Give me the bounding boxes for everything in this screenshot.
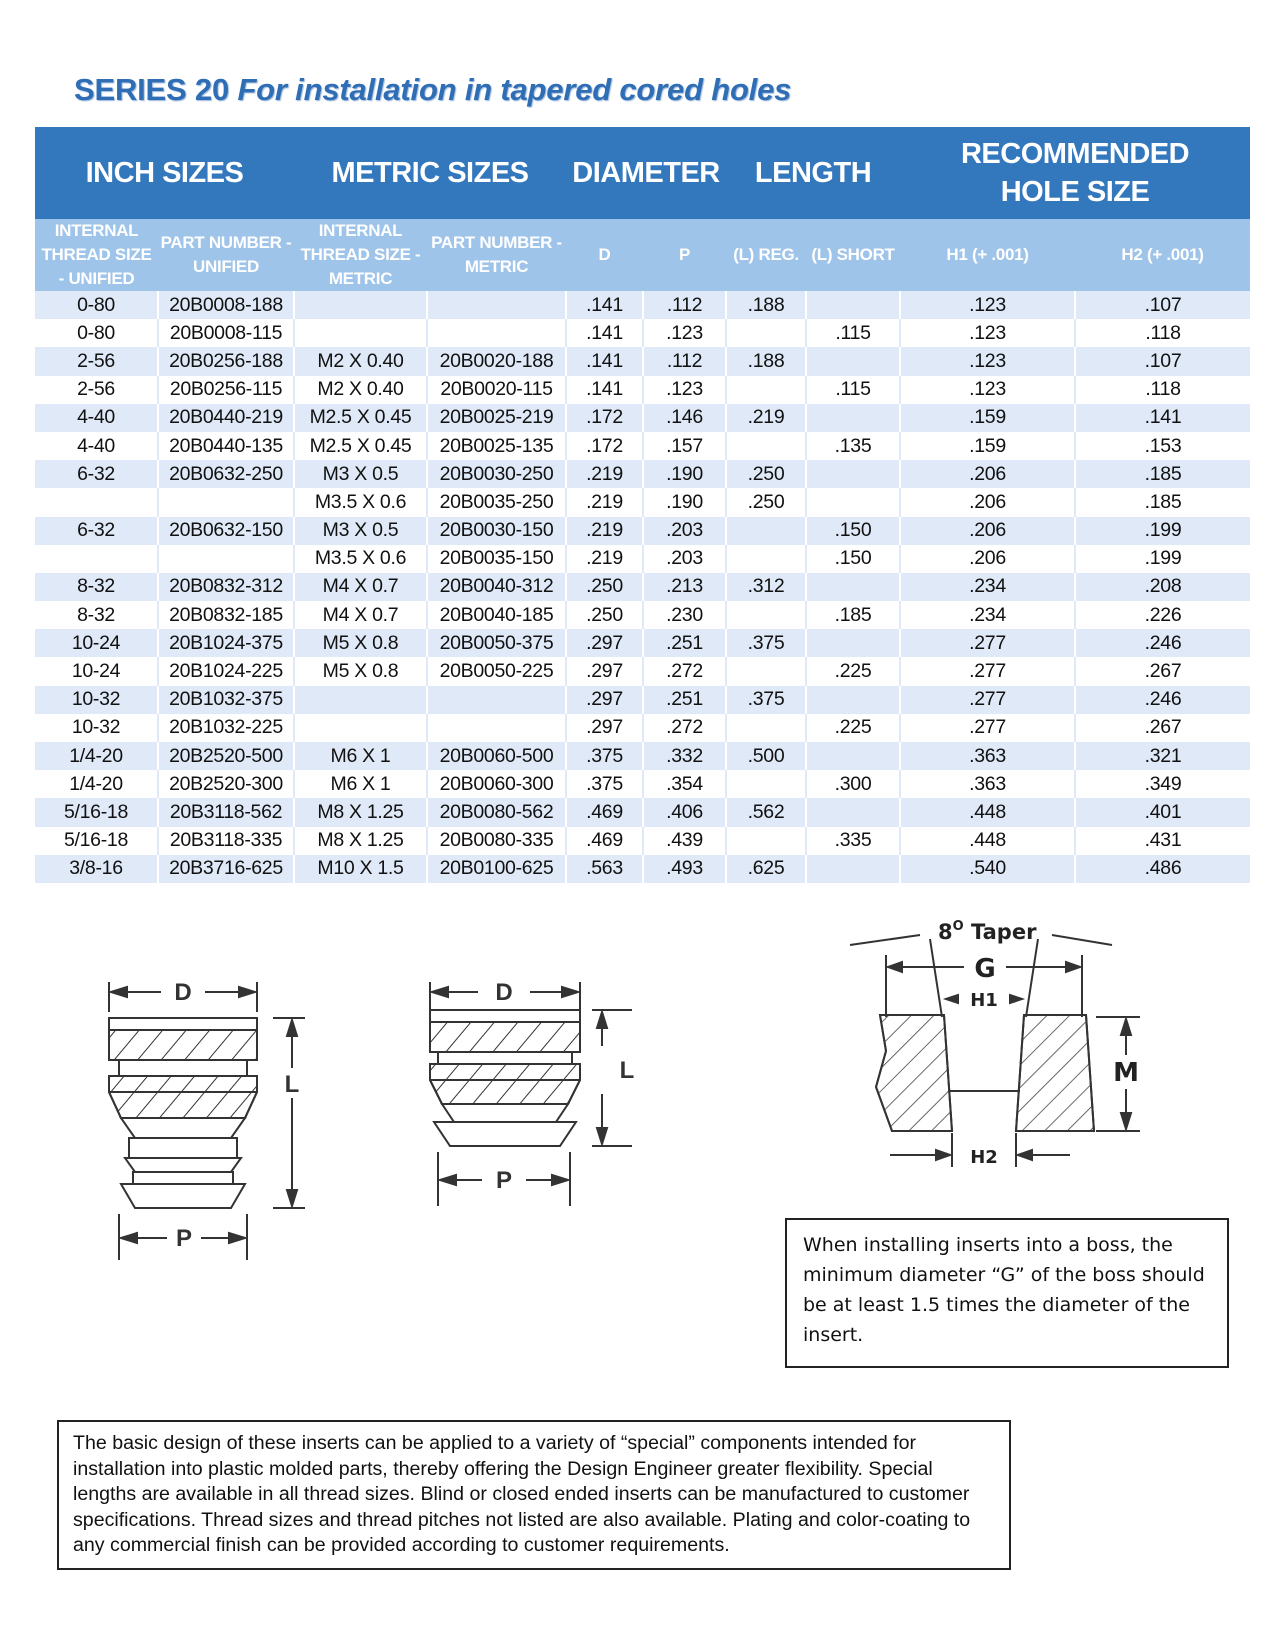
table-cell: .123 <box>643 319 726 347</box>
table-cell <box>806 573 900 601</box>
table-cell: .226 <box>1075 601 1250 629</box>
table-cell: 20B0050-375 <box>427 629 566 657</box>
g-left-arrow <box>888 962 902 972</box>
table-row <box>35 432 1250 460</box>
table-cell: .277 <box>900 657 1075 685</box>
column-header: P <box>643 219 726 291</box>
table-cell: .123 <box>900 376 1075 404</box>
table-cell <box>726 601 806 629</box>
table-cell: .277 <box>900 714 1075 742</box>
table-cell: .150 <box>806 517 900 545</box>
h2-label: H2 <box>970 1147 998 1168</box>
group-header-metric: METRIC SIZES <box>294 127 566 219</box>
table-cell: .135 <box>806 432 900 460</box>
table-cell: 3/8-16 <box>35 855 158 883</box>
table-cell <box>726 376 806 404</box>
table-cell: M6 X 1 <box>294 770 427 798</box>
table-cell: .225 <box>806 657 900 685</box>
group-header-length: LENGTH <box>726 127 900 219</box>
table-cell <box>726 319 806 347</box>
d-left-arrow <box>432 987 448 997</box>
table-cell <box>806 291 900 319</box>
column-header: INTERNAL THREAD SIZE - UNIFIED <box>35 219 158 291</box>
table-cell: .562 <box>726 798 806 826</box>
table-cell: M8 X 1.25 <box>294 798 427 826</box>
table-cell: .486 <box>1075 855 1250 883</box>
table-cell: .203 <box>643 517 726 545</box>
table-cell: 20B0020-188 <box>427 347 566 375</box>
table-cell: .159 <box>900 404 1075 432</box>
table-cell: M3.5 X 0.6 <box>294 488 427 516</box>
table-cell: .277 <box>900 686 1075 714</box>
taper-left-line <box>930 939 942 1017</box>
table-cell: .123 <box>900 291 1075 319</box>
table-cell: .250 <box>726 488 806 516</box>
table-cell: .230 <box>643 601 726 629</box>
table-cell: .250 <box>566 573 643 601</box>
group-header-row <box>35 127 1250 219</box>
table-cell: 20B0030-250 <box>427 460 566 488</box>
insert-body <box>109 1018 257 1208</box>
table-cell: .190 <box>643 488 726 516</box>
table-cell: .185 <box>1075 460 1250 488</box>
table-cell: .203 <box>643 545 726 573</box>
table-cell <box>726 657 806 685</box>
table-cell: 20B1024-375 <box>158 629 294 657</box>
table-cell <box>294 686 427 714</box>
table-cell: 10-32 <box>35 686 158 714</box>
table-cell <box>35 545 158 573</box>
table-cell: 20B0035-250 <box>427 488 566 516</box>
table-cell: .118 <box>1075 319 1250 347</box>
column-header: INTERNAL THREAD SIZE - METRIC <box>294 219 427 291</box>
table-row <box>35 657 1250 685</box>
l-down-arrow <box>287 1190 297 1206</box>
table-cell: 20B3118-335 <box>158 827 294 855</box>
table-cell: .448 <box>900 798 1075 826</box>
table-cell: 20B0256-188 <box>158 347 294 375</box>
table-cell: .246 <box>1075 686 1250 714</box>
table-cell: 20B2520-300 <box>158 770 294 798</box>
table-cell: 4-40 <box>35 432 158 460</box>
table-cell: .332 <box>643 742 726 770</box>
column-header: H2 (+ .001) <box>1075 219 1250 291</box>
table-cell: .363 <box>900 742 1075 770</box>
boss-right-section <box>1016 1015 1094 1131</box>
table-cell <box>427 714 566 742</box>
table-cell: 20B1024-225 <box>158 657 294 685</box>
table-cell: M4 X 0.7 <box>294 601 427 629</box>
boss-left-section <box>876 1015 952 1131</box>
insert-short-diagram <box>420 970 660 1260</box>
h1-right-arrow <box>1010 995 1022 1003</box>
table-cell: .219 <box>566 517 643 545</box>
table-cell: 20B0100-625 <box>427 855 566 883</box>
table-cell: .251 <box>643 629 726 657</box>
table-cell: 20B0025-135 <box>427 432 566 460</box>
table-cell: 0-80 <box>35 291 158 319</box>
table-cell: .349 <box>1075 770 1250 798</box>
table-cell: M8 X 1.25 <box>294 827 427 855</box>
l-down-arrow <box>597 1128 607 1144</box>
table-row <box>35 855 1250 883</box>
table-row <box>35 517 1250 545</box>
table-cell: 20B0440-135 <box>158 432 294 460</box>
table-cell: 20B0050-225 <box>427 657 566 685</box>
l-label: L <box>619 1057 635 1084</box>
taper-right-line <box>1026 939 1038 1017</box>
d-label: D <box>174 979 192 1006</box>
table-cell: .153 <box>1075 432 1250 460</box>
table-row <box>35 601 1250 629</box>
table-cell: .206 <box>900 517 1075 545</box>
table-cell <box>806 855 900 883</box>
table-cell: .213 <box>643 573 726 601</box>
table-cell: .141 <box>566 319 643 347</box>
table-cell <box>726 432 806 460</box>
table-cell: 20B0040-185 <box>427 601 566 629</box>
table-cell: .141 <box>566 347 643 375</box>
table-row <box>35 742 1250 770</box>
h1-left-arrow <box>946 995 958 1003</box>
table-row <box>35 827 1250 855</box>
table-cell: 6-32 <box>35 460 158 488</box>
table-row <box>35 545 1250 573</box>
table-cell: .199 <box>1075 517 1250 545</box>
table-row <box>35 770 1250 798</box>
column-header: PART NUMBER - METRIC <box>427 219 566 291</box>
insert-regular-diagram <box>95 970 335 1280</box>
table-cell: 8-32 <box>35 573 158 601</box>
table-row <box>35 714 1250 742</box>
table-cell: 20B0060-300 <box>427 770 566 798</box>
table-cell: 8-32 <box>35 601 158 629</box>
table-cell: .225 <box>806 714 900 742</box>
table-cell: 5/16-18 <box>35 798 158 826</box>
table-cell <box>158 488 294 516</box>
table-cell: .297 <box>566 629 643 657</box>
table-cell: .146 <box>643 404 726 432</box>
table-cell: .141 <box>566 291 643 319</box>
table-cell: 20B0035-150 <box>427 545 566 573</box>
table-cell: 20B0080-335 <box>427 827 566 855</box>
table-row <box>35 488 1250 516</box>
table-cell: .123 <box>900 347 1075 375</box>
column-header-row <box>35 219 1250 291</box>
table-cell: .219 <box>566 488 643 516</box>
table-cell: .185 <box>1075 488 1250 516</box>
table-cell: 10-24 <box>35 657 158 685</box>
table-cell: 5/16-18 <box>35 827 158 855</box>
column-header: D <box>566 219 643 291</box>
table-cell: .272 <box>643 714 726 742</box>
table-cell: .118 <box>1075 376 1250 404</box>
table-cell: 20B0025-219 <box>427 404 566 432</box>
table-cell: .112 <box>643 347 726 375</box>
table-cell: .159 <box>900 432 1075 460</box>
p-left-arrow <box>121 1233 137 1243</box>
table-cell: .335 <box>806 827 900 855</box>
design-description: The basic design of these inserts can be applied to a variety of “special” components intended for installation into plastic molded parts, thereby offering the Design Engineer greater flexibility. Special lengths are available in all thread sizes. Blind or closed ended inserts can be manufactured to customer specifications. Thread sizes and thread pitches not listed are also available. Plating and color-coating to any commercial finish can be provided according to customer requirements. <box>57 1420 1011 1570</box>
table-cell: M5 X 0.8 <box>294 657 427 685</box>
table-cell: 20B0440-219 <box>158 404 294 432</box>
table-cell: M3 X 0.5 <box>294 517 427 545</box>
table-cell <box>806 404 900 432</box>
table-cell: .375 <box>726 629 806 657</box>
table-cell <box>806 742 900 770</box>
table-cell: .107 <box>1075 291 1250 319</box>
d-right-arrow <box>562 987 578 997</box>
table-cell: .112 <box>643 291 726 319</box>
group-header-hole-size: RECOMMENDED HOLE SIZE <box>900 127 1250 219</box>
h2-right-arrow <box>1018 1150 1032 1160</box>
h2-left-arrow <box>936 1150 950 1160</box>
table-row <box>35 573 1250 601</box>
table-cell <box>726 827 806 855</box>
table-cell <box>806 488 900 516</box>
table-cell <box>726 517 806 545</box>
table-cell: M3.5 X 0.6 <box>294 545 427 573</box>
table-row <box>35 291 1250 319</box>
table-row <box>35 404 1250 432</box>
table-cell: .234 <box>900 573 1075 601</box>
table-cell: 20B0040-312 <box>427 573 566 601</box>
table-cell <box>35 488 158 516</box>
g-label: G <box>974 954 996 984</box>
p-left-arrow <box>440 1175 456 1185</box>
table-cell: 10-32 <box>35 714 158 742</box>
table-cell: .172 <box>566 432 643 460</box>
table-cell: 20B1032-375 <box>158 686 294 714</box>
table-cell: .431 <box>1075 827 1250 855</box>
table-cell: 20B2520-500 <box>158 742 294 770</box>
table-cell: 6-32 <box>35 517 158 545</box>
table-cell: .188 <box>726 291 806 319</box>
table-cell <box>726 545 806 573</box>
group-header-diameter: DIAMETER <box>566 127 726 219</box>
table-cell <box>806 686 900 714</box>
table-cell <box>806 460 900 488</box>
table-cell: .157 <box>643 432 726 460</box>
table-cell: M6 X 1 <box>294 742 427 770</box>
table-cell: 1/4-20 <box>35 742 158 770</box>
column-header: (L) SHORT <box>806 219 900 291</box>
table-cell: M2 X 0.40 <box>294 376 427 404</box>
d-right-arrow <box>239 987 255 997</box>
table-cell <box>294 714 427 742</box>
table-cell <box>427 319 566 347</box>
table-cell: .272 <box>643 657 726 685</box>
table-cell: 1/4-20 <box>35 770 158 798</box>
table-cell <box>806 629 900 657</box>
table-cell: .493 <box>643 855 726 883</box>
table-cell: 20B0832-312 <box>158 573 294 601</box>
table-cell: 2-56 <box>35 376 158 404</box>
table-cell: .363 <box>900 770 1075 798</box>
table-cell: 20B0030-150 <box>427 517 566 545</box>
column-header: (L) REG. <box>726 219 806 291</box>
table-cell: 20B0632-250 <box>158 460 294 488</box>
table-cell: 20B1032-225 <box>158 714 294 742</box>
tapered-hole-diagram <box>840 905 1160 1205</box>
table-cell: .250 <box>726 460 806 488</box>
table-cell: .406 <box>643 798 726 826</box>
l-label: L <box>284 1071 300 1098</box>
table-cell: .297 <box>566 657 643 685</box>
table-cell: .115 <box>806 319 900 347</box>
table-cell: .219 <box>566 460 643 488</box>
table-cell: M2.5 X 0.45 <box>294 432 427 460</box>
table-cell <box>427 686 566 714</box>
table-cell <box>294 291 427 319</box>
m-label: M <box>1113 1058 1139 1088</box>
table-cell: .206 <box>900 488 1075 516</box>
table-cell: .199 <box>1075 545 1250 573</box>
boss-installation-note: When installing inserts into a boss, the minimum diameter “G” of the boss should be at least 1.5 times the diameter of the insert. <box>785 1218 1229 1368</box>
l-up-arrow <box>597 1012 607 1028</box>
table-cell: .625 <box>726 855 806 883</box>
table-body <box>35 291 1250 883</box>
table-cell: .277 <box>900 629 1075 657</box>
table-cell: .297 <box>566 714 643 742</box>
table-cell: .500 <box>726 742 806 770</box>
table-cell: .321 <box>1075 742 1250 770</box>
table-cell: M4 X 0.7 <box>294 573 427 601</box>
table-cell: .375 <box>566 770 643 798</box>
table-cell: .251 <box>643 686 726 714</box>
table-cell: 10-24 <box>35 629 158 657</box>
table-cell: .439 <box>643 827 726 855</box>
h1-label: H1 <box>970 990 998 1011</box>
table-cell: .375 <box>726 686 806 714</box>
table-row <box>35 686 1250 714</box>
table-row <box>35 629 1250 657</box>
table-cell: M3 X 0.5 <box>294 460 427 488</box>
table-cell: .267 <box>1075 714 1250 742</box>
table-cell <box>158 545 294 573</box>
series-subtitle: For installation in tapered cored holes <box>237 72 792 107</box>
column-header: PART NUMBER - UNIFIED <box>158 219 294 291</box>
table-cell: 20B3118-562 <box>158 798 294 826</box>
table-cell: 20B0060-500 <box>427 742 566 770</box>
table-cell: .246 <box>1075 629 1250 657</box>
table-cell: 4-40 <box>35 404 158 432</box>
l-up-arrow <box>287 1020 297 1036</box>
table-cell: M2.5 X 0.45 <box>294 404 427 432</box>
table-cell: .107 <box>1075 347 1250 375</box>
table-cell: M5 X 0.8 <box>294 629 427 657</box>
table-cell: .206 <box>900 545 1075 573</box>
table-cell: .563 <box>566 855 643 883</box>
table-cell: .123 <box>643 376 726 404</box>
taper-angle-label: $8^O$ Taper <box>938 919 1037 944</box>
table-row <box>35 798 1250 826</box>
table-cell: .208 <box>1075 573 1250 601</box>
table-row <box>35 319 1250 347</box>
table-cell: 20B0080-562 <box>427 798 566 826</box>
table-cell: .219 <box>566 545 643 573</box>
table-cell <box>806 798 900 826</box>
table-cell: 20B0008-188 <box>158 291 294 319</box>
series-label: SERIES 20 <box>74 72 230 107</box>
p-right-arrow <box>229 1233 245 1243</box>
table-cell: 2-56 <box>35 347 158 375</box>
table-cell: .123 <box>900 319 1075 347</box>
table-cell: .540 <box>900 855 1075 883</box>
table-cell: 20B3716-625 <box>158 855 294 883</box>
table-row <box>35 347 1250 375</box>
table-cell <box>726 714 806 742</box>
table-row <box>35 460 1250 488</box>
p-label: P <box>495 1167 513 1194</box>
table-cell: .267 <box>1075 657 1250 685</box>
table-cell: .188 <box>726 347 806 375</box>
table-cell: .375 <box>566 742 643 770</box>
table-cell: .219 <box>726 404 806 432</box>
table-cell: 20B0008-115 <box>158 319 294 347</box>
table-cell: 20B0020-115 <box>427 376 566 404</box>
table-cell: .401 <box>1075 798 1250 826</box>
table-cell: .469 <box>566 798 643 826</box>
group-header-inch: INCH SIZES <box>35 127 294 219</box>
insert-body <box>430 1010 580 1146</box>
table-cell: .234 <box>900 601 1075 629</box>
p-right-arrow <box>552 1175 568 1185</box>
table-cell <box>806 347 900 375</box>
table-cell: .150 <box>806 545 900 573</box>
d-left-arrow <box>111 987 127 997</box>
g-right-arrow <box>1066 962 1080 972</box>
table-cell: .172 <box>566 404 643 432</box>
table-cell: M10 X 1.5 <box>294 855 427 883</box>
table-cell: 20B0832-185 <box>158 601 294 629</box>
table-cell <box>726 770 806 798</box>
table-cell: 20B0256-115 <box>158 376 294 404</box>
table-cell: .206 <box>900 460 1075 488</box>
table-cell: .469 <box>566 827 643 855</box>
table-cell: .312 <box>726 573 806 601</box>
table-row <box>35 376 1250 404</box>
taper-left-leader <box>850 935 920 945</box>
table-cell: M2 X 0.40 <box>294 347 427 375</box>
table-cell: .297 <box>566 686 643 714</box>
page-title <box>74 72 791 108</box>
table-cell: 20B0632-150 <box>158 517 294 545</box>
table-cell: .250 <box>566 601 643 629</box>
taper-right-leader <box>1052 935 1112 945</box>
table-cell <box>427 291 566 319</box>
spec-table <box>35 127 1250 883</box>
m-down-arrow <box>1121 1113 1131 1129</box>
table-cell: .300 <box>806 770 900 798</box>
table-cell: .141 <box>566 376 643 404</box>
d-label: D <box>495 979 513 1006</box>
m-up-arrow <box>1121 1019 1131 1035</box>
table-cell: .115 <box>806 376 900 404</box>
p-label: P <box>175 1225 193 1252</box>
table-cell: 0-80 <box>35 319 158 347</box>
table-cell: .185 <box>806 601 900 629</box>
table-cell: .141 <box>1075 404 1250 432</box>
table-cell <box>294 319 427 347</box>
table-cell: .354 <box>643 770 726 798</box>
table-cell: .448 <box>900 827 1075 855</box>
table-cell: .190 <box>643 460 726 488</box>
column-header: H1 (+ .001) <box>900 219 1075 291</box>
